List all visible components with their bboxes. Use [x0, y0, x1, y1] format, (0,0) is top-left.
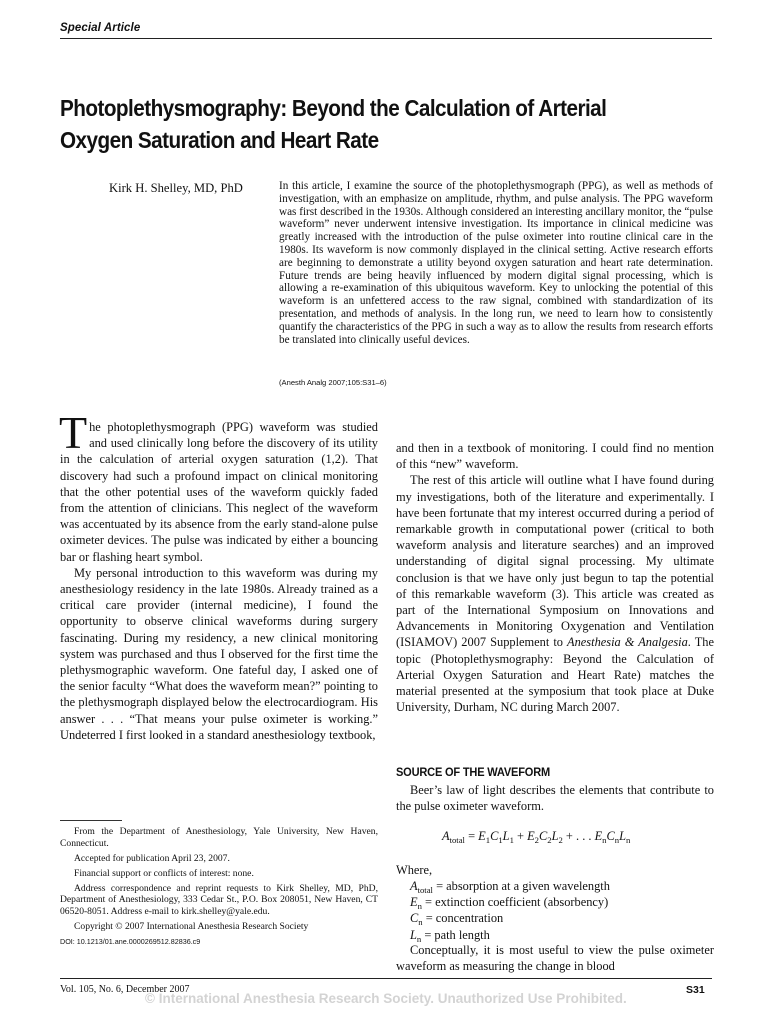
article-title: Photoplethysmography: Beyond the Calculation of Arterial Oxygen Saturation and Heart Rate: [60, 95, 607, 153]
paragraph-continued: and then in a textbook of monitoring. I could find no mention of this “new” waveform.: [396, 441, 714, 472]
beer-law-equation: [442, 829, 630, 844]
def-symbol: A: [410, 879, 418, 893]
where-text: Where,: [396, 863, 433, 877]
journal-volume: Vol. 105, No. 6, December 2007: [60, 984, 190, 995]
eq-sub: n: [614, 835, 620, 845]
definition-item: [410, 927, 720, 943]
def-symbol: C: [410, 911, 419, 926]
eq-op: =: [464, 829, 479, 843]
section-heading: SOURCE OF THE WAVEFORM: [396, 765, 550, 779]
intro-text: he photoplethysmograph (PPG) waveform was studied and used clinically long before the discovery of its utility in the calculation of arterial oxygen saturation (1,2). That discovery had such a profound impact on clinical monitoring that the other potential uses of the waveform quickly faded from the attention of clinicians. This neglect of the waveform was accentuated by its absence from the early stand-alone pulse oximeter devices. The pulse was indicated by either a bouncing bar or flashing heart symbol.: [60, 420, 378, 564]
def-desc: = concentration: [422, 911, 504, 926]
def-symbol: E: [410, 895, 418, 910]
definition-item: [410, 910, 720, 926]
eq-term: E: [478, 829, 486, 843]
journal-name: Anesthesia & Analgesia: [567, 635, 688, 650]
beer-law-text: Beer’s law of light describes the elements that contribute to the pulse oximeter waveform.: [396, 783, 714, 814]
copyright-watermark: © International Anesthesia Research Society. Unauthorized Use Prohibited.: [145, 991, 627, 1006]
footnotes: [60, 826, 378, 951]
page-number: S31: [686, 984, 705, 996]
affiliation-note: From the Department of Anesthesiology, Yale University, New Haven, Connecticut.: [60, 826, 378, 849]
eq-term: C: [490, 829, 499, 843]
abstract: In this article, I examine the source of the photoplethysmograph (PPG), as well as methods of investigation, with an emphasize on amplitude, rhythm, and pulse analysis. The PPG waveform was first described in the 1930s. Although considered an interesting ancillary monitor, the “pulse waveform” never underwent intensive investigation. Its importance in clinical medicine was greatly increased with the introduction of the pulse oximeter into routine clinical care in the 1980s. Its waveform is now commonly displayed in the clinical setting. Active research efforts are beginning to demonstrate a utility beyond oxygen saturation and heart rate determination. Future trends are being heavily influenced by modern digital signal processing, which is allowing a re-examination of this ubiquitous waveform. Key to unlocking the potential of this waveform is an unfettered access to the raw signal, combined with standardization of its presentation, and methods of analysis. In the long run, we need to learn how to consistently quantify the characteristics of the PPG in such a way as to allow the results from research efforts be translated into clinically useful devices.: [279, 180, 713, 346]
eq-sub: 2: [558, 835, 563, 845]
citation: (Anesth Analg 2007;105:S31–6): [279, 378, 387, 387]
paragraph-outline: [396, 472, 714, 715]
accepted-note: Accepted for publication April 23, 2007.: [74, 852, 230, 864]
eq-sub: 1: [509, 835, 514, 845]
def-sub: n: [417, 901, 422, 912]
where-label: [396, 862, 714, 878]
definitions-list: [410, 878, 720, 943]
right-column: [396, 440, 714, 715]
eq-sub: n: [602, 835, 607, 845]
conceptual-paragraph: [396, 942, 714, 974]
doi-note: DOI: 10.1213/01.ane.0000269512.82836.c9: [60, 937, 201, 947]
definition-item: [410, 878, 720, 894]
support-note: Financial support or conflicts of interest: none.: [74, 867, 254, 879]
left-column: [59, 407, 378, 743]
def-desc: = path length: [421, 927, 490, 942]
section-label: Special Article: [60, 22, 141, 34]
copyright-note: Copyright © 2007 International Anesthesia Research Society: [74, 921, 309, 933]
address-note: Address correspondence and reprint requests to Kirk Shelley, MD, PhD, Department of Anesthesiology, 333 Cedar St., P.O. Box 208051, New Haven, CT 06520-8051. Address e-mail to kirk.shelley@yale.edu.: [60, 882, 378, 918]
footnote-rule: [60, 820, 122, 821]
eq-term: L: [502, 829, 510, 843]
header-rule: [60, 38, 712, 39]
eq-sub: 1: [498, 835, 503, 845]
author-byline: Kirk H. Shelley, MD, PhD: [109, 181, 243, 195]
footer-rule: [60, 978, 712, 979]
eq-sub: n: [626, 835, 631, 845]
eq-sub: 1: [485, 835, 491, 845]
definition-item: [410, 894, 720, 910]
def-sub: n: [418, 917, 423, 928]
def-sub: total: [417, 885, 433, 895]
eq-sub: 2: [547, 835, 552, 845]
intro-paragraph: [59, 407, 378, 565]
eq-term: L: [551, 829, 559, 843]
eq-term: L: [619, 829, 626, 843]
outline-text: The rest of this article will outline what I have found during my investigations, both of the literature and experimentally. I have been fortunate that my interest occurred during a period of remarkable growth in computational power (critical to both waveform analysis and literature searches) and an improved understanding of digital signal processing. My ultimate conclusion is that we have only just begun to tap the potential of this remarkable waveform (3). This article was created as part of the International Symposium on Innovations and Advancements in Monitoring Oxygenation and Ventilation (ISIAMOV) 2007 Supplement to: [396, 473, 714, 650]
eq-term: E: [527, 829, 535, 843]
eq-op: +: [513, 829, 528, 843]
eq-term: C: [606, 829, 615, 843]
conceptual-text: Conceptually, it is most useful to view the pulse oximeter waveform as measuring the change in blood: [396, 943, 714, 974]
def-desc: = extinction coefficient (absorbency): [421, 895, 609, 910]
eq-term: A: [442, 829, 450, 843]
eq-sub: 2: [534, 835, 539, 845]
beer-law-paragraph: [396, 782, 714, 814]
eq-op: + . . .: [562, 829, 595, 843]
def-symbol: L: [410, 927, 417, 942]
outline-text-end: . The topic (Photoplethysmography: Beyond the Calculation of Arterial Oxygen Saturation and Heart Rate) matches the material presented at the symposium that took place at Duke University, Durham, NC during March 2007.: [396, 635, 714, 715]
eq-term: C: [538, 829, 548, 843]
def-sub: n: [416, 933, 422, 944]
eq-sub: total: [449, 835, 465, 845]
drop-cap: T: [59, 407, 88, 458]
paragraph-introduction: My personal introduction to this waveform was during my anesthesiology residency in the late 1980s. Already trained as a critical care provider (internal medicine), I found the opportunity to observe clinical waveforms during surgery fascinating. During my residency, a new clinical monitoring system was purchased and thus I observed for the first time the plethysmographic waveform. One fateful day, I asked one of the senior faculty “What does the waveform mean?” pointing to the plethysmograph displayed below the electrocardiogram. His answer . . . “That means your pulse oximeter is working.” Undeterred I first looked in a standard anesthesiology textbook,: [60, 565, 378, 742]
def-desc: = absorption at a given wavelength: [432, 879, 610, 893]
eq-term: E: [594, 829, 603, 843]
